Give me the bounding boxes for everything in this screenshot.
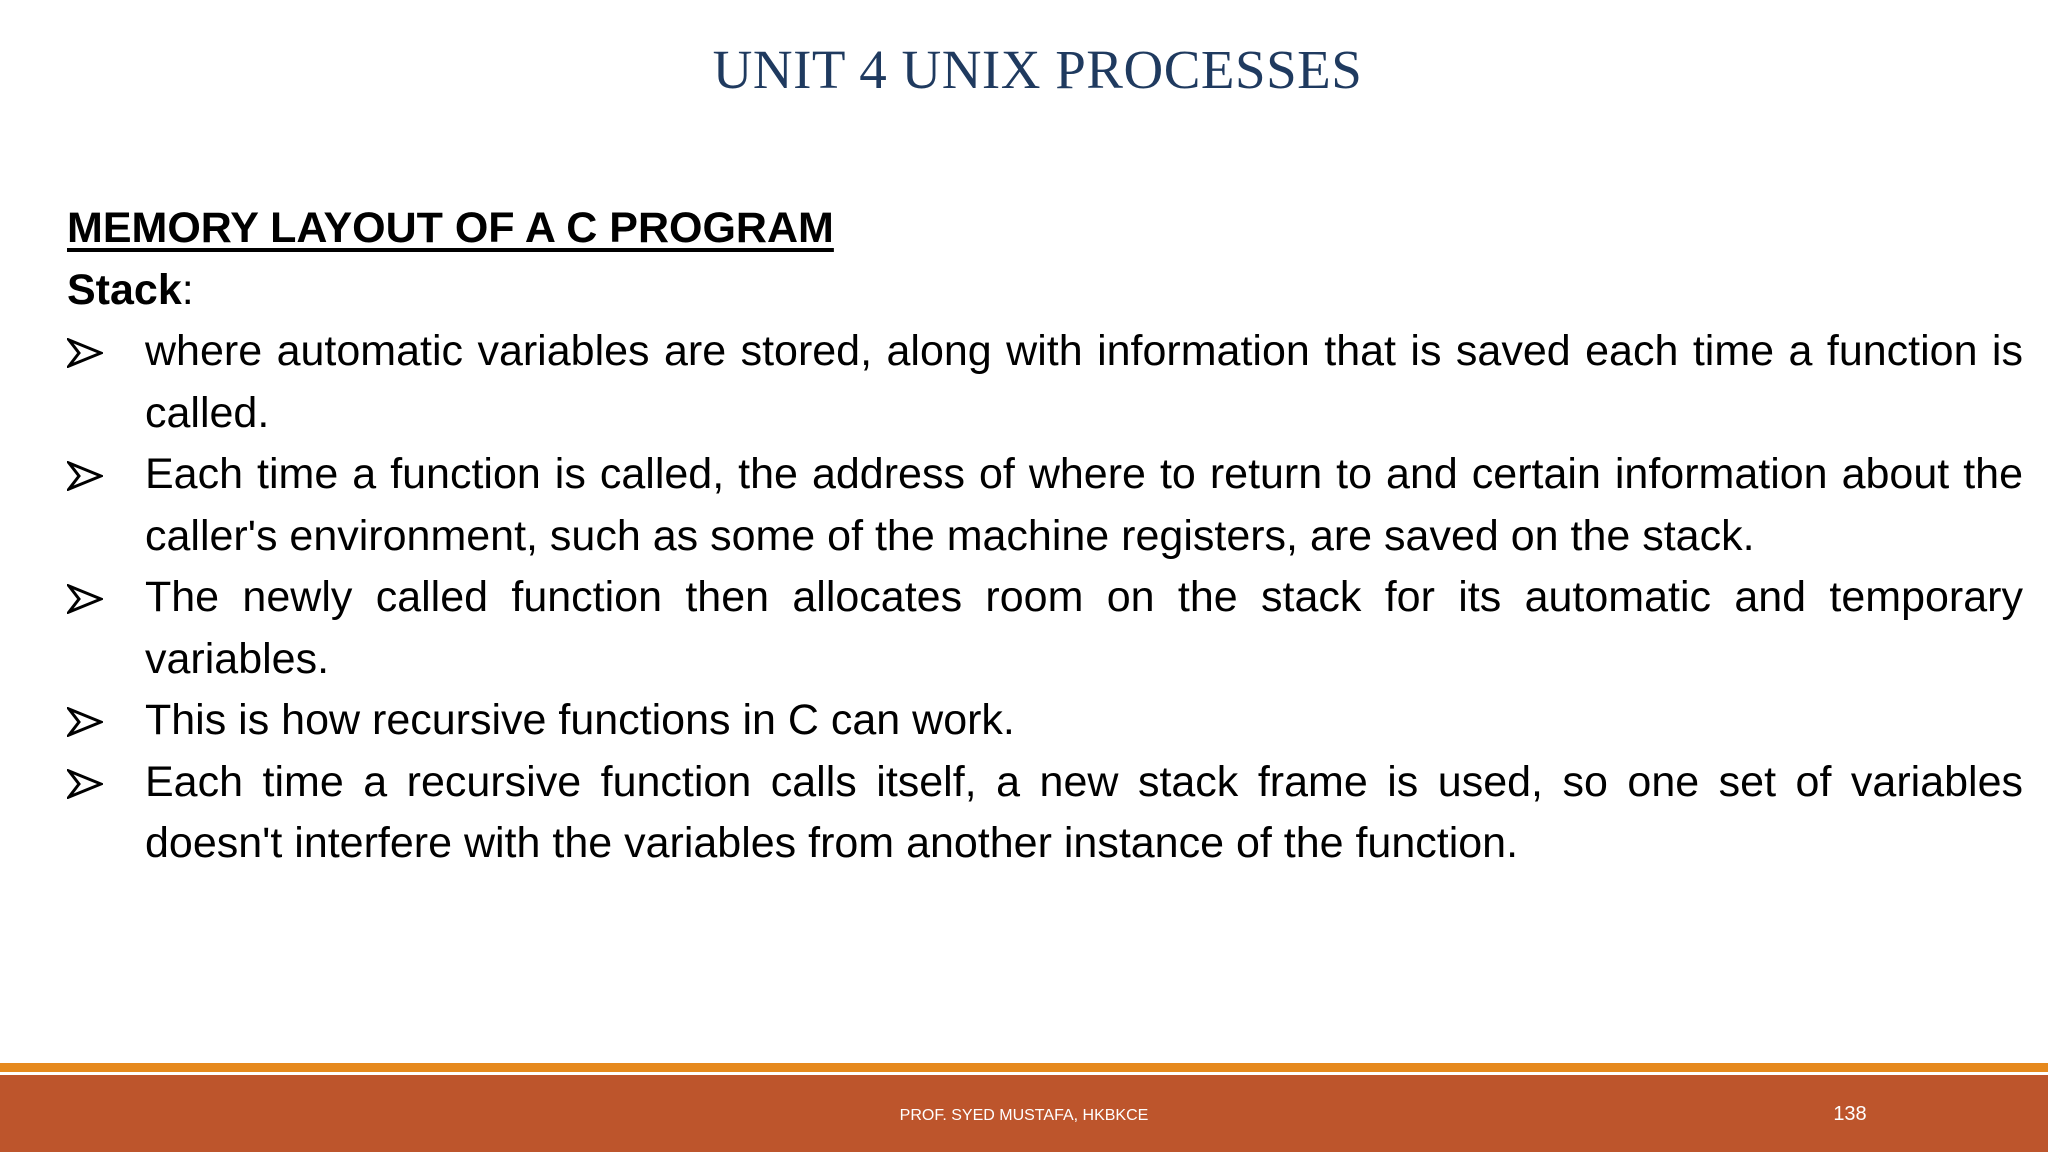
subheading-label: Stack	[67, 265, 182, 314]
bullet-item	[67, 444, 2023, 567]
page-number: 138	[1833, 1103, 1867, 1125]
bullet-item	[67, 690, 2023, 752]
arrowhead-bullet-icon	[67, 769, 103, 799]
arrowhead-bullet-icon	[67, 707, 103, 737]
slide-content	[67, 198, 2023, 875]
footer-author: PROF. SYED MUSTAFA, HKBKCE	[899, 1107, 1149, 1124]
bullet-list	[67, 321, 2023, 875]
bullet-text: Each time a recursive function calls itself, a new stack frame is used, so one set of variables doesn't interfere with the variables from another instance of the function.	[145, 757, 2023, 867]
section-heading: MEMORY LAYOUT OF A C PROGRAM	[67, 204, 834, 252]
subheading-suffix: :	[181, 265, 194, 314]
bullet-text: Each time a function is called, the address of where to return to and certain information about the caller's environment, such as some of the machine registers, are saved on the stack.	[145, 450, 2023, 560]
slide-title: UNIT 4 UNIX PROCESSES	[712, 39, 1363, 100]
subheading	[67, 260, 2023, 322]
bullet-text: This is how recursive functions in C can work.	[145, 696, 1015, 744]
bullet-text: The newly called function then allocates room on the stack for its automatic and temporary variables.	[145, 573, 2023, 683]
bullet-item	[67, 567, 2023, 690]
footer-accent-line	[0, 1063, 2048, 1072]
arrowhead-bullet-icon	[67, 584, 103, 614]
arrowhead-bullet-icon	[67, 461, 103, 491]
arrowhead-bullet-icon	[67, 338, 103, 368]
bullet-item	[67, 752, 2023, 875]
bullet-item	[67, 321, 2023, 444]
bullet-text: where automatic variables are stored, along with information that is saved each time a function is called.	[145, 327, 2023, 437]
